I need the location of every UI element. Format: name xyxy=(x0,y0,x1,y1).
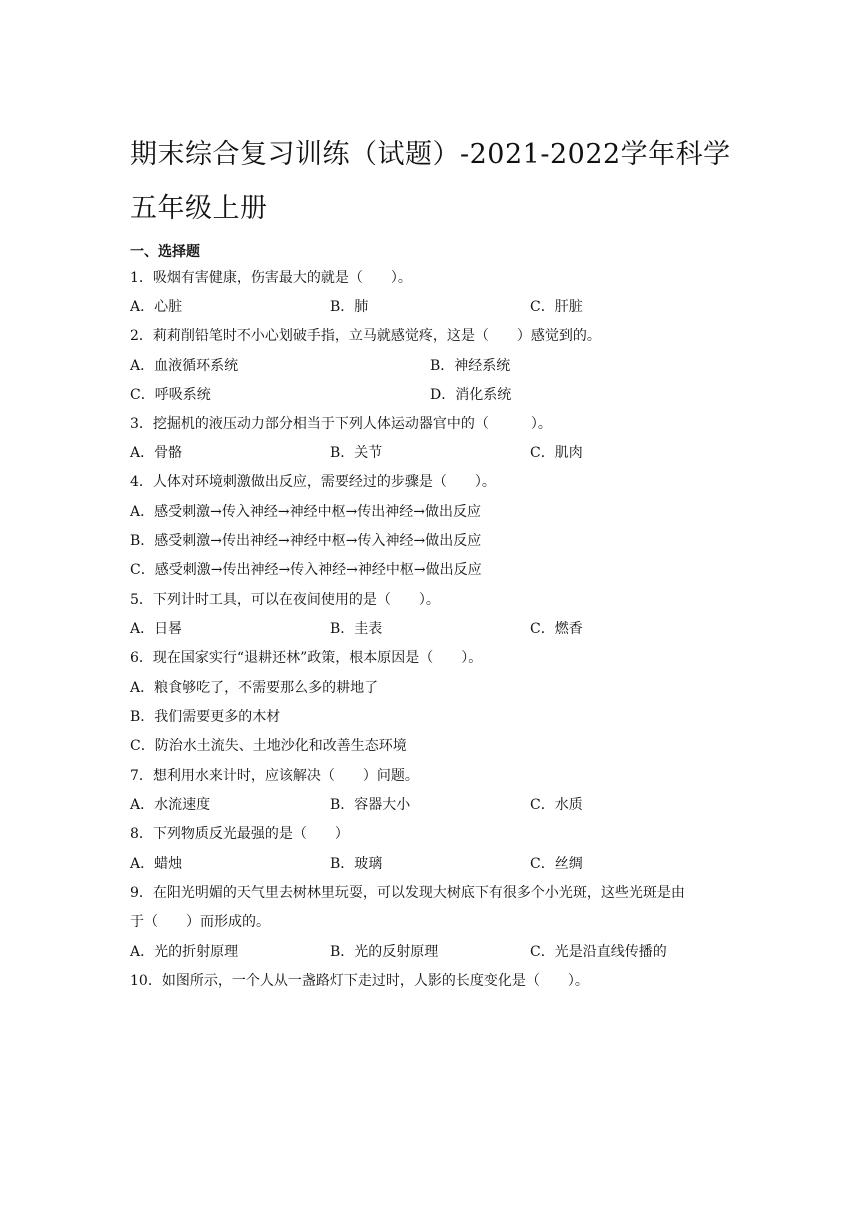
question-4-stem: 4．人体对环境刺激做出反应，需要经过的步骤是（ ）。 xyxy=(130,474,496,490)
question-5-option-c[interactable]: C．燃香 xyxy=(530,621,583,637)
section-heading: 一、选择题 xyxy=(130,244,200,260)
question-9-option-a[interactable]: A．光的折射原理 xyxy=(130,944,239,960)
question-7-stem: 7．想利用水来计时，应该解决（ ）问题。 xyxy=(130,768,419,784)
question-2-option-a[interactable]: A．血液循环系统 xyxy=(130,358,239,374)
question-1-option-a[interactable]: A．心脏 xyxy=(130,299,183,315)
question-4-option-c[interactable]: C．感受刺激→传出神经→传入神经→神经中枢→做出反应 xyxy=(130,562,482,578)
question-5-option-b[interactable]: B．圭表 xyxy=(330,621,383,637)
question-3-option-a[interactable]: A．骨骼 xyxy=(130,445,183,461)
question-1-stem: 1．吸烟有害健康，伤害最大的就是（ ）。 xyxy=(130,270,412,286)
question-8-option-c[interactable]: C．丝绸 xyxy=(530,856,583,872)
question-1-option-c[interactable]: C．肝脏 xyxy=(530,299,583,315)
question-6-option-a[interactable]: A．粮食够吃了，不需要那么多的耕地了 xyxy=(130,680,379,696)
question-3-option-b[interactable]: B．关节 xyxy=(330,445,383,461)
question-8-option-a[interactable]: A．蜡烛 xyxy=(130,856,183,872)
question-3-option-c[interactable]: C．肌肉 xyxy=(530,445,583,461)
question-2-option-c[interactable]: C．呼吸系统 xyxy=(130,387,211,403)
question-7-option-a[interactable]: A．水流速度 xyxy=(130,797,211,813)
question-9-stem-continued: 于（ ）而形成的。 xyxy=(130,914,270,930)
question-8-option-b[interactable]: B．玻璃 xyxy=(330,856,383,872)
question-8-stem: 8．下列物质反光最强的是（ ） xyxy=(130,826,349,842)
question-2-option-d[interactable]: D．消化系统 xyxy=(430,387,512,403)
question-9-option-b[interactable]: B．光的反射原理 xyxy=(330,944,439,960)
question-10-stem: 10．如图所示，一个人从一盏路灯下走过时，人影的长度变化是（ ）。 xyxy=(130,973,589,989)
document-title: 期末综合复习训练（试题）-2021-2022学年科学五年级上册 xyxy=(130,139,731,224)
question-6-stem: 6．现在国家实行“退耕还林”政策，根本原因是（ ）。 xyxy=(130,650,483,666)
question-6-option-c[interactable]: C．防治水土流失、土地沙化和改善生态环境 xyxy=(130,738,407,754)
question-5-option-a[interactable]: A．日晷 xyxy=(130,621,183,637)
question-1-option-b[interactable]: B．肺 xyxy=(330,299,369,315)
question-6-option-b[interactable]: B．我们需要更多的木材 xyxy=(130,709,281,725)
question-3-stem: 3．挖掘机的液压动力部分相当于下列人体运动器官中的（ ）。 xyxy=(130,416,552,432)
question-7-option-c[interactable]: C．水质 xyxy=(530,797,583,813)
question-9-option-c[interactable]: C．光是沿直线传播的 xyxy=(530,944,667,960)
question-2-stem: 2．莉莉削铅笔时不小心划破手指，立马就感觉疼，这是（ ）感觉到的。 xyxy=(130,328,601,344)
question-9-stem: 9．在阳光明媚的天气里去树林里玩耍，可以发现大树底下有很多个小光斑，这些光斑是由 xyxy=(130,885,685,901)
question-4-option-a[interactable]: A．感受刺激→传入神经→神经中枢→传出神经→做出反应 xyxy=(130,504,482,520)
question-7-option-b[interactable]: B．容器大小 xyxy=(330,797,411,813)
question-2-option-b[interactable]: B．神经系统 xyxy=(430,358,511,374)
question-4-option-b[interactable]: B．感受刺激→传出神经→神经中枢→传入神经→做出反应 xyxy=(130,533,482,549)
question-5-stem: 5．下列计时工具，可以在夜间使用的是（ ）。 xyxy=(130,592,440,608)
